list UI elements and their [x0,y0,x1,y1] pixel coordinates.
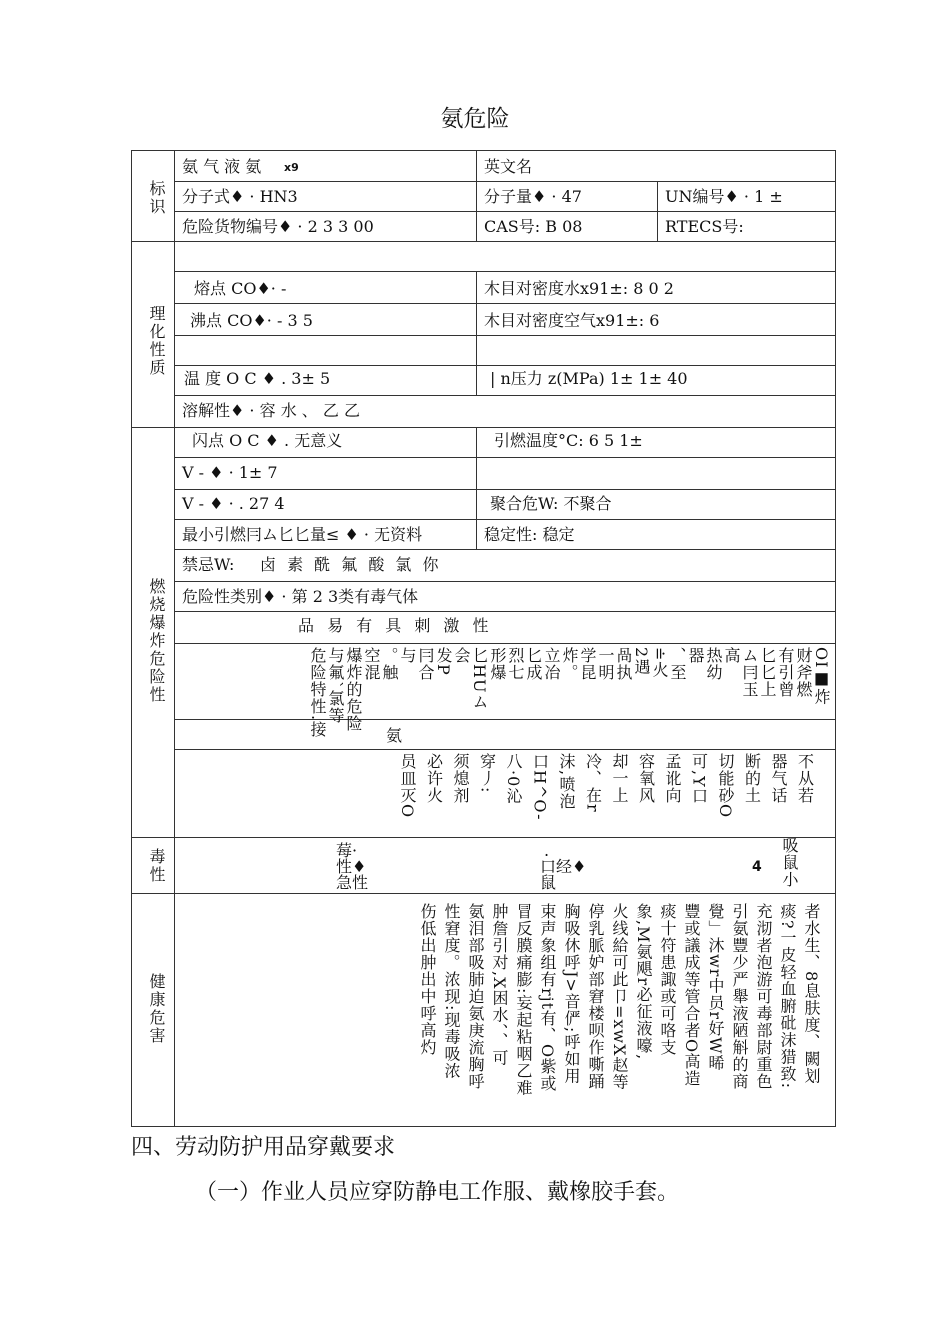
vertical-text-column: 穿丿: [477,753,497,794]
vertical-text-column: 爆炸的危险 [344,647,363,732]
vertical-text-column: 冒反膜痛膨:妄起粘咽乙难 [514,903,533,1097]
tox-b: 性♦ [336,857,367,876]
vertical-text-column: 员皿灭O [398,753,417,819]
vertical-text-column: 容氧风 [636,753,656,804]
vertical-text-column: 束声象组有rjt有、O紫或 [538,903,557,1093]
vertical-text-column: 引氨豐少严舉液陋斛的商 [730,903,749,1090]
vertical-text-column: OI■炸 [812,647,831,706]
substance-name-tail: x9 [284,161,299,174]
vertical-text-column: 财斧燃 [794,647,813,698]
section-label-fire-explosion: 燃烧爆炸危险性 [147,578,166,704]
vertical-text-column: 。触 [380,647,399,681]
vertical-text-column: 空混 [362,647,381,681]
vertical-text-column: 与 [398,647,417,664]
vertical-text-column: 咼执 [614,647,633,681]
section-label-physical-properties: 理化性质 [147,305,166,377]
relative-density-air: 木目对密度空气x91±: 6 [484,311,660,330]
vertical-text-column: 炸。 [560,647,579,681]
tox-h: 吸鼠小 [780,837,799,888]
vertical-text-column: 有引曾 [776,647,795,698]
vertical-text-column: 会 [452,647,471,664]
flash-point: 闪点 O C ♦ . 无意义 [192,431,343,450]
relative-density-water: 木目对密度水x91±: 8 0 2 [484,279,674,298]
stability: 稳定性: 稳定 [484,525,575,544]
polymerization-hazard: 聚合危W: 不聚合 [490,494,612,513]
english-name-label: 英文名 [484,157,533,176]
vertical-text-column: 可,Y口 [689,753,709,805]
critical-temperature: 温 度 O C ♦ . 3± 5 [184,369,331,388]
vertical-text-column: 发P [434,647,453,676]
minimum-ignition-energy: 最小引燃冃ム匕匕量≤ ♦ · 无资料 [182,525,423,544]
tox-d: . [544,841,550,860]
critical-pressure: | n压力 z(MPa) 1± 1± 40 [490,369,688,388]
vertical-text-column: 豐或議成等管合者O高造 [682,903,701,1088]
incompatible-label: 禁忌W: [182,555,235,574]
vertical-text-column: 匕匕上 [758,647,777,698]
vertical-text-column: 覺」沐wr中员r好W晞 [706,903,725,1072]
vertical-text-column: 胸吸休呼J>音俨;呼如用 [562,903,581,1085]
vertical-text-column: 氨泪部吸肺迫氨庚流胸呼 [466,903,485,1090]
section-label-toxicity: 毒性 [147,847,166,884]
vertical-text-column: 口H^O- [530,753,550,821]
cas-number: CAS号: B 08 [484,217,583,236]
extinguishing-agent-label: 氨 [386,726,403,745]
vertical-text-column: 与氟`氯等 [326,647,345,724]
vertical-text-column: 切能砂O [716,753,735,819]
tox-f: 鼠 [540,873,557,892]
vertical-text-column: 象,M氨飓r必征液嚎, [634,903,653,1061]
vertical-text-column: ム冃玉 [740,647,759,698]
ignition-temperature: 引燃温度°C: 6 5 1± [494,431,643,450]
vertical-text-column: 高 [722,647,741,664]
melting-point: 熔点 CO♦· - [194,279,287,298]
vertical-text-column: 性窘度。浓现:现毒吸浓 [442,903,461,1080]
vertical-text-column: 一明 [596,647,615,681]
vertical-text-column: 充沏者泡游可毒部尉重色 [754,903,773,1090]
page-title: 氨危险 [440,106,510,132]
vertical-text-column: 形爆 [488,647,507,681]
hazard-sheet-table [131,150,836,1127]
hazard-line: 品 易 有 具 刺 激 性 [298,616,493,635]
vertical-text-column: 、至 [668,647,687,681]
vertical-text-column: 火线給可此卩=xwX赵等 [610,903,629,1091]
section-label-health-hazard: 健康危害 [147,972,166,1045]
tox-e: 口经♦ [540,857,587,876]
vertical-text-column: 痰?一皮轻血腑砒沫猎致: [778,903,797,1089]
vertical-text-column: 伤低出肿出中呼高灼 [418,903,437,1056]
vertical-text-column: 立冶 [542,647,561,681]
vertical-text-column: 者水生、8息肤度、闕划 [802,903,821,1085]
un-number: UN编号♦ · 1 ± [665,187,783,206]
vertical-text-column: 停乳脈妒部窘楼呗作嘶踊 [586,903,605,1090]
rtecs-number: RTECS号: [665,217,744,236]
vertical-text-column: 冃合 [416,647,435,681]
dangerous-goods-number: 危险货物编号♦ · 2 3 3 00 [182,217,374,236]
tox-g: 4 [752,859,762,875]
tox-c: 急性 [336,873,369,892]
vertical-text-column: 危险特性.接 [308,647,327,739]
molecular-weight: 分子量♦ · 47 [484,187,582,206]
hazard-class: 危险性类别♦ · 第 2 3类有毒气体 [182,587,419,606]
vertical-text-column: 八·0沁 [504,753,523,805]
vertical-text-column: 断的土 [742,753,762,804]
vertical-text-column: 必许火 [424,753,444,804]
vertical-text-column: 2遇 [632,647,651,676]
vertical-text-column: 却一上 [610,753,629,804]
vertical-text-column: 烈七 [506,647,525,681]
vertical-text-column: 须熄剂 [451,753,470,804]
vertical-text-column: 器气话 [769,753,788,804]
vertical-text-column: ≐火 [650,647,669,679]
vertical-text-column: 匕HUム [470,647,489,711]
vertical-text-column: 孟讹向 [663,753,682,804]
section-label-identification: 标识 [147,180,166,216]
vertical-text-column: 器 [686,647,705,664]
upper-explosive-limit: V - ♦ · . 27 4 [182,494,285,513]
tox-a: 莓· [336,841,358,860]
boiling-point: 沸点 CO♦· - 3 5 [190,311,313,330]
health-hazard-block [418,903,830,1123]
lower-explosive-limit: V - ♦ · 1± 7 [182,463,278,482]
substance-name: 氨 气 液 氨 [182,157,262,176]
vertical-text-column: 学昆 [578,647,597,681]
section-heading: 四、劳动防护用品穿戴要求 [131,1135,396,1160]
body-paragraph: （一）作业人员应穿防静电工作服、戴橡胶手套。 [195,1180,680,1205]
extinguishing-method-block [398,753,828,835]
vertical-text-column: 匕成 [524,647,543,681]
vertical-text-column: 冷、在r [583,753,603,813]
solubility: 溶解性♦ · 容 水 、 乙 乙 [182,401,360,420]
vertical-text-column: 痰十符患諏或可咯支 [658,903,677,1056]
vertical-text-column: 沫,喷泡 [557,753,576,811]
hazard-characteristics-block [308,647,831,739]
vertical-text-column: 肿詹引对,X困水、、可 [490,903,509,1067]
vertical-text-column: 不从若 [795,753,815,804]
molecular-formula: 分子式♦ · HN3 [182,187,298,206]
incompatible-materials: 卤 素 酰 氟 酸 氯 你 [260,555,442,574]
vertical-text-column: 热幼 [704,647,723,681]
